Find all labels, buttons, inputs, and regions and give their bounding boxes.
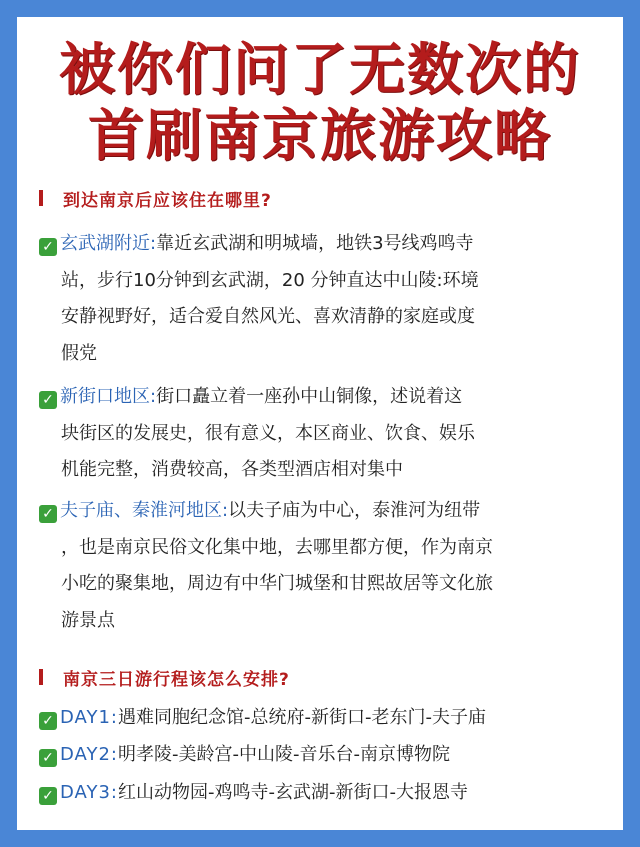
content-card — [17, 17, 623, 830]
entry-line — [39, 379, 619, 416]
day-label: DAY3: — [60, 782, 118, 803]
place-name: 新街口地区: — [60, 386, 157, 407]
check-icon: ✓ — [39, 505, 57, 523]
entry-line — [39, 493, 619, 530]
entry-line: 块街区的发展史，很有意义，本区商业、饮食、娱乐 — [61, 422, 475, 444]
entry-line — [39, 737, 619, 774]
section-heading-itinerary — [39, 663, 290, 691]
place-name: 玄武湖附近: — [60, 233, 157, 254]
check-icon: ✓ — [39, 238, 57, 256]
itinerary-day-2 — [39, 737, 619, 774]
entry-line: 安静视野好，适合爱自然风光、喜欢清静的家庭或度 — [61, 306, 475, 327]
check-icon: ✓ — [39, 749, 57, 767]
itinerary-day-1 — [39, 700, 619, 737]
entry-line — [39, 775, 619, 812]
entry-line — [39, 700, 619, 737]
section-heading-stay — [39, 184, 272, 212]
entry-text: 街口矗立着一座孙中山铜像，述说着这 — [156, 386, 463, 407]
heading-bar-icon — [39, 190, 43, 206]
entry-text: 靠近玄武湖和明城墙，地铁3号线鸡鸣寺 — [156, 233, 474, 254]
day-label: DAY2: — [60, 744, 118, 765]
entry-text: 以夫子庙为中心，泰淮河为纽带 — [228, 500, 481, 521]
page-title-line1: 被你们问了无数次的 — [59, 38, 581, 103]
entry-line: ，也是南京民俗文化集中地，去哪里都方便，作为南京 — [61, 536, 493, 558]
entry-line: 机能完整，消费较高，各类型酒店相对集中 — [61, 459, 403, 480]
entry-line: 小吃的聚集地，周边有中华门城堡和甘熙故居等文化旅 — [61, 573, 493, 594]
page-title-line2: 首刷南京旅游攻略 — [88, 104, 552, 169]
place-name: 夫子庙、秦淮河地区: — [60, 500, 229, 521]
section-heading-text: 到达南京后应该住在哪里? — [63, 190, 272, 211]
itinerary-day-3 — [39, 775, 619, 812]
day-label: DAY1: — [60, 707, 118, 728]
day-route: 红山动物园-鸡鸣寺-玄武湖-新街口-大报恩寺 — [117, 782, 468, 803]
check-icon: ✓ — [39, 391, 57, 409]
stay-entry-xinjiekou — [39, 379, 619, 489]
entry-line: 站，步行10分钟到玄武湖，20 分钟直达中山陵:环境 — [61, 269, 479, 291]
day-route: 遇难同胞纪念馆-总统府-新街口-老东门-夫子庙 — [117, 707, 486, 728]
entry-line: 假党 — [61, 342, 97, 364]
check-icon: ✓ — [39, 712, 57, 730]
check-icon: ✓ — [39, 787, 57, 805]
day-route: 明孝陵-美龄宫-中山陵-音乐台-南京博物院 — [117, 744, 450, 765]
entry-line — [39, 226, 619, 263]
stay-entry-xuanwu — [39, 226, 619, 372]
entry-line: 游景点 — [61, 609, 115, 631]
section-heading-text: 南京三日游行程该怎么安排? — [63, 669, 290, 690]
stay-entry-fuzimiao — [39, 493, 619, 639]
heading-bar-icon — [39, 669, 43, 685]
